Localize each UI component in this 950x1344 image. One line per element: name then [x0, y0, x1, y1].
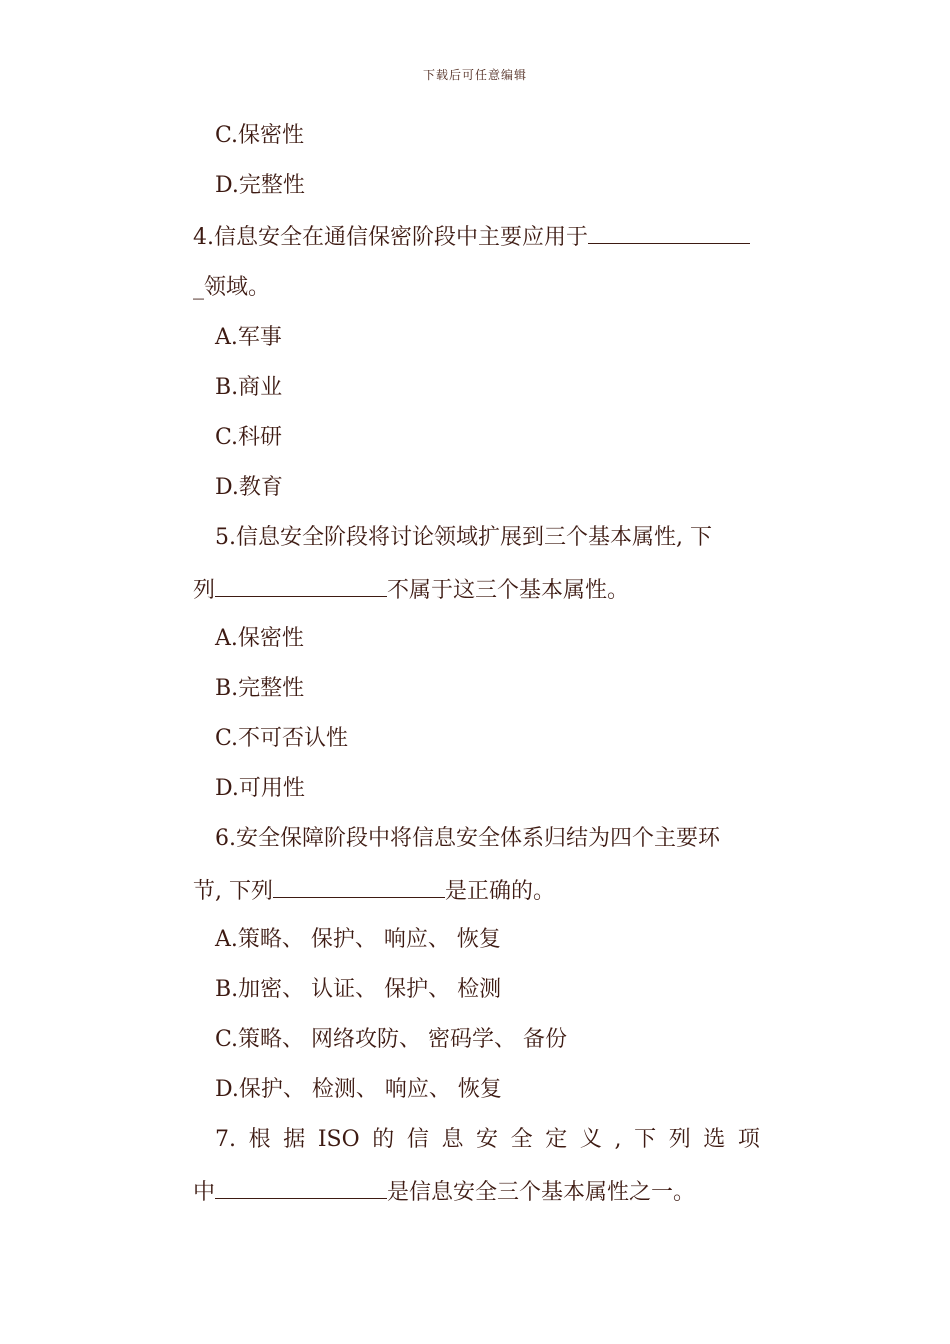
q4-stem-line1 [193, 221, 750, 253]
q4-option-a: A.军事 [215, 325, 282, 350]
q5-option-b: B.完整性 [215, 676, 305, 701]
q7-token: 列 [668, 1127, 691, 1152]
q7-token: 下 [634, 1127, 657, 1152]
q3-option-c: C.保密性 [215, 123, 305, 148]
q7-stem-line1 [215, 1125, 760, 1155]
q4-option-c: C.科研 [215, 425, 283, 450]
q7-token: 定 [545, 1127, 568, 1152]
q7-stem-suffix: 是信息安全三个基本属性之一。 [387, 1180, 696, 1205]
q5-stem-line2 [193, 574, 629, 606]
q7-token: 选 [703, 1127, 726, 1152]
q5-stem-suffix: 不属于这三个基本属性。 [387, 578, 630, 603]
q4-option-b: B.商业 [215, 375, 283, 400]
q7-token: 7. [215, 1127, 236, 1152]
q4-stem-text: 4.信息安全在通信保密阶段中主要应用于 [193, 225, 588, 250]
q7-token: 息 [441, 1127, 464, 1152]
q7-token: ISO [317, 1127, 360, 1152]
q7-token: 根 [248, 1127, 271, 1152]
q5-answer-blank [215, 574, 387, 597]
q7-token: 信 [406, 1127, 429, 1152]
q5-stem-prefix: 列 [193, 578, 216, 603]
q4-answer-blank [588, 221, 750, 244]
q7-token: 安 [476, 1127, 499, 1152]
page-header: 下载后可任意编辑 [422, 68, 527, 82]
q6-option-b: B.加密、 认证、 保护、 检测 [215, 977, 502, 1002]
q3-option-d: D.完整性 [215, 173, 305, 198]
q7-token: 义 [579, 1127, 602, 1152]
q6-option-c: C.策略、 网络攻防、 密码学、 备份 [215, 1027, 568, 1052]
q6-answer-blank [273, 875, 445, 898]
q7-answer-blank [215, 1176, 387, 1199]
q6-stem-line1: 6.安全保障阶段中将信息安全体系归结为四个主要环 [215, 826, 720, 851]
q5-option-d: D.可用性 [215, 776, 305, 801]
q5-option-c: C.不可否认性 [215, 726, 349, 751]
q4-stem-line2: _领域。 [193, 275, 271, 300]
q6-stem-line2 [193, 875, 555, 907]
q6-option-a: A.策略、 保护、 响应、 恢复 [215, 927, 501, 952]
q5-stem-line1: 5.信息安全阶段将讨论领域扩展到三个基本属性, 下 [215, 525, 712, 550]
q5-option-a: A.保密性 [215, 626, 304, 651]
q4-option-d: D.教育 [215, 475, 283, 500]
q7-token: 全 [510, 1127, 533, 1152]
q7-token: 的 [372, 1127, 395, 1152]
q7-token: 项 [737, 1127, 760, 1152]
q7-token: 据 [283, 1127, 306, 1152]
q6-stem-prefix: 节, 下列 [193, 879, 273, 904]
q7-stem-prefix: 中 [193, 1180, 216, 1205]
q7-token: , [614, 1127, 622, 1152]
q7-stem-line2 [193, 1176, 695, 1208]
q6-option-d: D.保护、 检测、 响应、 恢复 [215, 1077, 502, 1102]
q6-stem-suffix: 是正确的。 [445, 879, 556, 904]
